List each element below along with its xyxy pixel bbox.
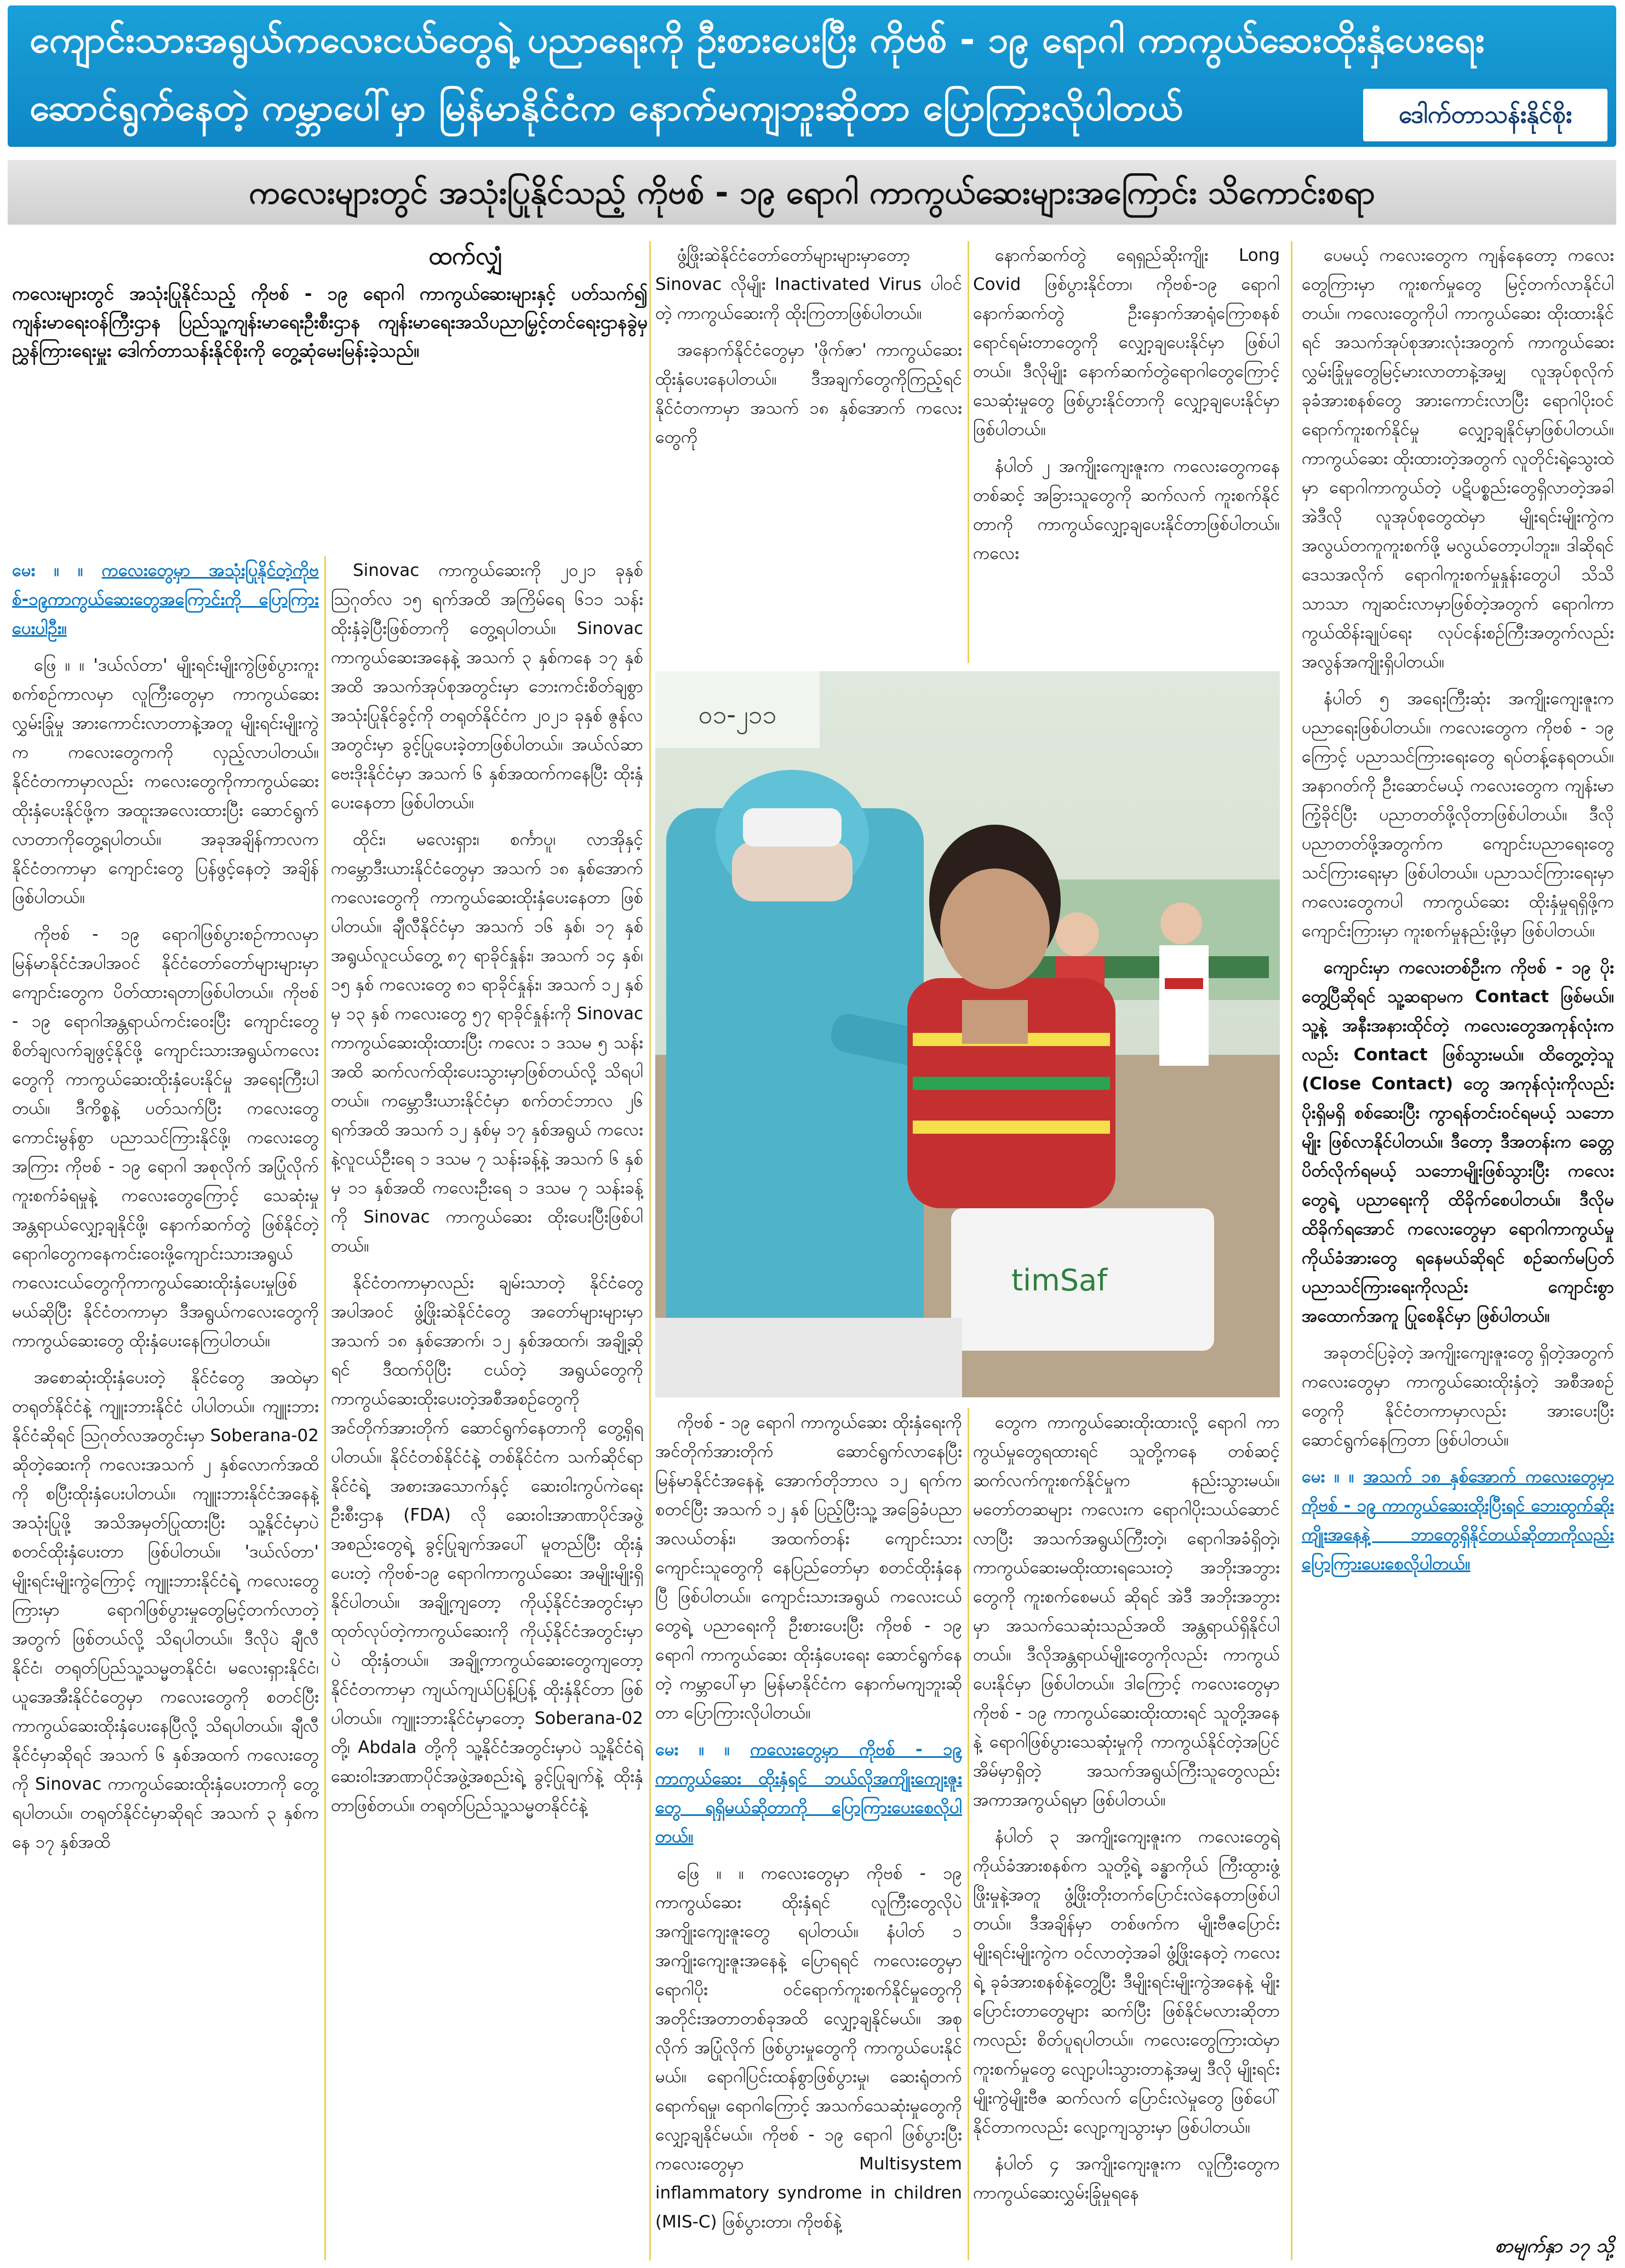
body-paragraph: ဖြေ ။ ။ 'ဒယ်လ်တာ' မျိုးရင်းမျိုးကွဲဖြစ်ပွားကူးစက်စဉ်ကာလမှာ လူကြီးတွေမှာ ကာကွယ်ဆေး လွှမ်းခြုံမှု အားကောင်းလာတာနဲ့အတူ မျိုးရင်းမျိုးကွဲက ကလေးတွေကကို လှည့်လာပါတယ်။ နိုင်ငံတကာမှာလည်း ကလေးတွေကိုကာကွယ်ဆေးထိုးနှံပေးနိုင်ဖို့က အထူးအလေးထားပြီး ဆောင်ရွက်လာတာကိုတွေ့ရပါတယ်။ အခုအချိန်ကာလက နိုင်ငံတကာမှာ ကျောင်းတွေ ပြန်ဖွင့်နေတဲ့ အချိန်ဖြစ်ပါတယ်။: [12, 655, 319, 907]
question-paragraph: [12, 556, 319, 643]
body-paragraph: နံပါတ် ၃ အကျိုးကျေးဇူးက ကလေးတွေရဲ့ ကိုယ်ခံအားစနစ်က သူတို့ရဲ့ ခန္ဓာကိုယ် ကြီးထွားဖွံ့ဖြိုးမှုနဲ့အတူ ဖွံ့ဖြိုးတိုးတက်ပြောင်းလဲနေတာဖြစ်ပါတယ်။ ဒီအချိန်မှာ တစ်ဖက်က မျိုးဗီဇပြောင်းမျိုးရင်းမျိုးကွဲက ဝင်လာတဲ့အခါ ဖွံ့ဖြိုးနေတဲ့ ကလေးရဲ့ ခုခံအားစနစ်နဲ့တွေ့ပြီး ဒီမျိုးရင်းမျိုးကွဲအနေနဲ့ မျိုးပြောင်းတာတွေများ ဆက်ပြီး ဖြစ်နိုင်မလားဆိုတာကလည်း စိတ်ပူရပါတယ်။ ကလေးတွေကြားထဲမှာ ကူးစက်မှုတွေ လျော့ပါးသွားတာနဲ့အမျှ ဒီလို မျိုးရင်းမျိုးကွဲမျိုးဗီဇ ဆက်လက် ပြောင်းလဲမှုတွေ ဖြစ်ပေါ်နိုင်တာကလည်း လျော့ကျသွားမှာ ဖြစ်ပါတယ်။: [973, 1827, 1280, 2137]
byline: ထက်လျှံ: [428, 242, 503, 270]
intro-paragraph: ကလေးများတွင် အသုံးပြုနိုင်သည့် ကိုဗစ် - ၁၉ ရောဂါ ကာကွယ်ဆေးများနှင့် ပတ်သက်၍ ကျန်းမာရေးဝန်ကြီးဌာန ပြည်သူ့ကျန်းမာရေးဦးစီးဌာန ကျန်းမာရေးအသိပညာမြှင့်တင်ရေးဌာနခွဲမှ ညွှန်ကြားရေးမှူး ဒေါက်တာသန်းနိုင်စိုးကို တွေ့ဆုံမေးမြန်းခဲ့သည်။: [12, 283, 648, 361]
question-label: မေး ။ ။: [1302, 1467, 1364, 1487]
column-rule: [968, 241, 969, 663]
body-paragraph: အစောဆုံးထိုးနှံပေးတဲ့ နိုင်ငံတွေ အထဲမှာ တရုတ်နိုင်ငံနဲ့ ကျူးဘားနိုင်ငံ ပါပါတယ်။ ကျူးဘားနိုင်ငံဆိုရင် ဩဂုတ်လအတွင်းမှာ Soberana-02 ဆိုတဲ့ဆေးကို ကလေးအသက် ၂ နှစ်လောက်အထိကို စပြီးထိုးနှံပေးပါတယ်။ ကျူးဘားနိုင်ငံအနေနဲ့ အသုံးပြုဖို့ အသိအမှတ်ပြုထားပြီး သူ့နိုင်ငံမှာပဲ စတင်ထိုးနှံပေးတာ ဖြစ်ပါတယ်။ 'ဒယ်လ်တာ' မျိုးရင်းမျိုးကွဲကြောင့် ကျူးဘားနိုင်ငံရဲ့ ကလေးတွေကြားမှာ ရောဂါဖြစ်ပွားမှုတွေမြင့်တက်လာတဲ့အတွက် ဖြစ်တယ်လို့ သိရပါတယ်။ ဒီလိုပဲ ချီလီနိုင်ငံ၊ တရုတ်ပြည်သူ့သမ္မတနိုင်ငံ၊ မလေးရှားနိုင်ငံ၊ ယူအေအီးနိုင်ငံတွေမှာ ကလေးတွေကို စတင်ပြီး ကာကွယ်ဆေးထိုးနှံပေးနေပြီလို့ သိရပါတယ်။ ချီလီနိုင်ငံမှာဆိုရင် အသက် ၆ နှစ်အထက် ကလေးတွေကို Sinovac ကာကွယ်ဆေးထိုးနှံပေးတာကို တွေ့ရပါတယ်။ တရုတ်နိုင်ငံမှာဆိုရင် အသက် ၃ နှစ်ကနေ ၁၇ နှစ်အထိ: [12, 1368, 319, 1852]
wall-sign-text: ၀၁-၂၁၁: [698, 700, 777, 729]
box-label-text: timSaf: [1011, 1263, 1108, 1298]
article-column-3-bottom: [655, 1408, 962, 2260]
article-column-5: [1302, 241, 1614, 2241]
body-paragraph: အနောက်နိုင်ငံတွေမှာ 'ဖိုက်ဇာ' ကာကွယ်ဆေး ထိုးနှံပေးနေပါတယ်။ ဒီအချက်တွေကိုကြည့်ရင် နိုင်ငံတကာမှာ အသက် ၁၈ နှစ်အောက် ကလေးတွေကို: [655, 340, 962, 447]
subheadline-bar: [8, 160, 1616, 225]
question-label: မေး ။ ။: [655, 1740, 751, 1759]
body-paragraph: ဖြေ ။ ။ ကလေးတွေမှာ ကိုဗစ် - ၁၉ ကာကွယ်ဆေး ထိုးနှံရင် လူကြီးတွေလိုပဲ အကျိုးကျေးဇူးတွေ ရပါတယ်။ နံပါတ် ၁ အကျိုးကျေးဇူးအနေနဲ့ ပြောရရင် ကလေးတွေမှာ ရောဂါပိုး ဝင်ရောက်ကူးစက်နိုင်မှုတွေကို အတိုင်းအတာတစ်ခုအထိ လျှော့ချနိုင်မယ်။ အစုလိုက် အပြုံလိုက် ဖြစ်ပွားမှုတွေကို ကာကွယ်ပေးနိုင်မယ်။ ရောဂါပြင်းထန်စွာဖြစ်ပွားမှု၊ ဆေးရုံတက်ရောက်ရမှု၊ ရောဂါကြောင့် အသက်သေဆုံးမှုတွေကို လျှော့ချနိုင်မယ်။ ကိုဗစ် - ၁၉ ရောဂါ ဖြစ်ပွားပြီး ကလေးတွေမှာ Multisystem inflammatory syndrome in children (MIS-C) ဖြစ်ပွားတာ၊ ကိုဗစ်နဲ့: [655, 1864, 962, 2232]
column-rule: [1291, 241, 1292, 2260]
column-rule: [649, 241, 651, 2260]
headline-line-1: ကျောင်းသားအရွယ်ကလေးငယ်တွေရဲ့ ပညာရေးကို ဦးစားပေးပြီး ကိုဗစ် - ၁၉ ရောဂါ ကာကွယ်ဆေးထိုးနှံပေးရေး: [30, 19, 1485, 61]
body-paragraph: နောက်ဆက်တွဲ ရေရှည်ဆိုးကျိုး Long Covid ဖြစ်ပွားနိုင်တာ၊ ကိုဗစ်-၁၉ ရောဂါ နောက်ဆက်တွဲ ဦးနှောက်အာရုံကြောစနစ် ရောင်ရမ်းတာတွေကို လျှော့ချပေးနိုင်မှာ ဖြစ်ပါတယ်။ ဒီလိုမျိုး နောက်ဆက်တွဲရောဂါတွေကြောင့် သေဆုံးမှုတွေ ဖြစ်ပွားနိုင်တာကို လျှော့ချပေးနိုင်မှာဖြစ်ပါတယ်။: [973, 245, 1280, 439]
body-paragraph: နိုင်ငံတကာမှာလည်း ချမ်းသာတဲ့ နိုင်ငံတွေအပါအဝင် ဖွံ့ဖြိုးဆဲနိုင်ငံတွေ အတော်များများမှာ အသက် ၁၈ နှစ်အောက်၊ ၁၂ နှစ်အထက်၊ အချို့ဆိုရင် ဒီထက်ပိုပြီး ငယ်တဲ့ အရွယ်တွေကို ကာကွယ်ဆေးထိုးပေးတဲ့အစီအစဉ်တွေကို အင်တိုက်အားတိုက် ဆောင်ရွက်နေတာကို တွေ့ရှိရပါတယ်။ နိုင်ငံတစ်နိုင်ငံနဲ့ တစ်နိုင်ငံက သက်ဆိုင်ရာနိုင်ငံရဲ့ အစားအသောက်နှင့် ဆေးဝါးကွပ်ကဲရေးဦးစီးဌာန (FDA) လို ဆေးဝါးအာဏာပိုင်အဖွဲ့အစည်းတွေရဲ့ ခွင့်ပြုချက်အပေါ် မူတည်ပြီး ထိုးနှံပေးတဲ့ ကိုဗစ်-၁၉ ရောဂါကာကွယ်ဆေး အမျိုးမျိုးရှိနိုင်ပါတယ်။ အချို့ကျတော့ ကိုယ့်နိုင်ငံအတွင်းမှာ ထုတ်လုပ်တဲ့ကာကွယ်ဆေးကို ကိုယ့်နိုင်ငံအတွင်းမှာပဲ ထိုးနှံတယ်။ အချို့ကာကွယ်ဆေးတွေကျတော့ နိုင်ငံတကာမှာ ကျယ်ကျယ်ပြန့်ပြန့် ထိုးနှံနိုင်တာ ဖြစ်ပါတယ်။ ကျူးဘားနိုင်ငံမှာတော့ Soberana-02 တို့၊ Abdala တို့ကို သူ့နိုင်ငံအတွင်းမှာပဲ သူ့နိုင်ငံရဲ့ ဆေးဝါးအာဏာပိုင်အဖွဲ့အစည်းရဲ့ ခွင့်ပြုချက်နဲ့ ထိုးနှံတာဖြစ်တယ်။ တရုတ်ပြည်သူ့သမ္မတနိုင်ငံနဲ့: [331, 1273, 643, 1815]
article-column-1: [12, 556, 319, 2260]
question-text: ကလေးတွေမှာ ကိုဗစ် - ၁၉ ကာကွယ်ဆေး ထိုးနှံရင် ဘယ်လိုအကျိုးကျေးဇူးတွေ ရရှိမယ်ဆိုတာကို ပြောကြားပေးစေလိုပါတယ်။: [655, 1740, 962, 1847]
question-text: အသက် ၁၈ နှစ်အောက် ကလေးတွေမှာ ကိုဗစ် - ၁၉ ကာကွယ်ဆေးထိုးပြီးရင် ဘေးထွက်ဆိုးကျိုးအနေနဲ့ ဘာတွေရှိနိုင်တယ်ဆိုတာကိုလည်း ပြောကြားပေးစေလိုပါတယ်။: [1302, 1467, 1614, 1574]
body-paragraph: ကိုဗစ် - ၁၉ ရောဂါဖြစ်ပွားစဉ်ကာလမှာ မြန်မာနိုင်ငံအပါအဝင် နိုင်ငံတော်တော်များများမှာ ကျောင်းတွေက ပိတ်ထားရတာဖြစ်ပါတယ်။ ကိုဗစ် - ၁၉ ရောဂါအန္တရာယ်ကင်းဝေးပြီး ကျောင်းတွေ စိတ်ချလက်ချဖွင့်နိုင်ဖို့ ကျောင်းသားအရွယ်ကလေးတွေကို ကာကွယ်ဆေးထိုးနှံပေးနိုင်မှု အရေးကြီးပါတယ်။ ဒီကိစ္စနဲ့ ပတ်သက်ပြီး ကလေးတွေကောင်းမွန်စွာ ပညာသင်ကြားနိုင်ဖို့၊ ကလေးတွေအကြား ကိုဗစ် - ၁၉ ရောဂါ အစုလိုက် အပြုံလိုက် ကူးစက်ခံရမှုနဲ့ ကလေးတွေကြောင့် သေဆုံးမှုအန္တရာယ်လျှော့ချနိုင်ဖို့၊ နောက်ဆက်တွဲ ဖြစ်နိုင်တဲ့ ရောဂါတွေကနေကင်းဝေးဖို့ကျောင်းသားအရွယ်ကလေးငယ်တွေကိုကာကွယ်ဆေးထိုးနှံပေးမှုဖြစ်မယ်ဆိုပြီး နိုင်ငံတကာမှာ ဒီအရွယ်ကလေးတွေကို ကာကွယ်ဆေးတွေ ထိုးနှံပေးနေကြပါတယ်။: [12, 924, 319, 1351]
body-paragraph: ကိုဗစ် - ၁၉ ရောဂါ ကာကွယ်ဆေး ထိုးနှံရေးကို အင်တိုက်အားတိုက် ဆောင်ရွက်လာနေပြီး မြန်မာနိုင်ငံအနေနဲ့ အောက်တိုဘာလ ၁၂ ရက်ကစတင်ပြီး အသက် ၁၂ နှစ် ပြည့်ပြီးသူ့ အခြေခံပညာ အလယ်တန်း၊ အထက်တန်း ကျောင်းသားကျောင်းသူတွေကို နေပြည်တော်မှာ စတင်ထိုးနှံနေပြီ ဖြစ်ပါတယ်။ ကျောင်းသားအရွယ် ကလေးငယ်တွေရဲ့ ပညာရေးကို ဦးစားပေးပြီး ကိုဗစ် - ၁၉ ရောဂါ ကာကွယ်ဆေး ထိုးနှံပေးရေး ဆောင်ရွက်နေတဲ့ ကမ္ဘာပေါ်မှာ မြန်မာနိုင်ငံက နောက်မကျဘူးဆိုတာ ပြောကြားလိုပါတယ်။: [655, 1413, 962, 1723]
body-paragraph: ကျောင်းမှာ ကလေးတစ်ဦးက ကိုဗစ် - ၁၉ ပိုးတွေ့ပြီဆိုရင် သူ့ဆရာမက Contact ဖြစ်မယ်။ သူ့နဲ့ အနီးအနားထိုင်တဲ့ ကလေးတွေအကုန်လုံးကလည်း Contact ဖြစ်သွားမယ်။ ထိတွေ့တဲ့သူ (Close Contact) တွေ အကုန်လုံးကိုလည်း ပိုးရှိမရှိ စစ်ဆေးပြီး ကွာရန်တင်းဝင်ရမယ့် သဘောမျိုး ဖြစ်လာနိုင်ပါတယ်။ ဒီတော့ ဒီအတန်းက ခေတ္တပိတ်လိုက်ရမယ့် သဘောမျိုးဖြစ်သွားပြီး ကလေးတွေရဲ့ ပညာရေးကို ထိခိုက်စေပါတယ်။ ဒီလိုမထိခိုက်ရအောင် ကလေးတွေမှာ ရောဂါကာကွယ်မှု ကိုယ်ခံအားတွေ ရနေမယ်ဆိုရင် စဉ်ဆက်မပြတ် ပညာသင်ကြားရေးကိုလည်း ကျောင်းစွာအထောက်အကူ ပြုစေနိုင်မှာ ဖြစ်ပါတယ်။: [1302, 958, 1614, 1326]
body-paragraph: တွေက ကာကွယ်ဆေးထိုးထားလို့ ရောဂါ ကာကွယ်မှုတွေရထားရင် သူတို့ကနေ တစ်ဆင့် ဆက်လက်ကူးစက်နိုင်မှုက နည်းသွားမယ်။ မတော်တဆများ ကလေးက ရောဂါပိုးသယ်ဆောင်လာပြီး အသက်အရွယ်ကြီးတဲ့၊ ရောဂါအခံရှိတဲ့၊ ကာကွယ်ဆေးမထိုးထားရသေးတဲ့ အဘိုးအဘွားတွေကို ကူးစက်စေမယ် ဆိုရင် အဲဒီ အဘိုးအဘွားမှာ အသက်သေဆုံးသည်အထိ အန္တရာယ်ရှိနိုင်ပါတယ်။ ဒီလိုအန္တရာယ်မျိုးတွေကိုလည်း ကာကွယ်ပေးနိုင်မှာ ဖြစ်ပါတယ်။ ဒါကြောင့် ကလေးတွေမှာ ကိုဗစ် - ၁၉ ကာကွယ်ဆေးထိုးထားရင် သူတို့အနေနဲ့ ရောဂါဖြစ်ပွားသေဆုံးမှုကို ကာကွယ်နိုင်တဲ့အပြင် အိမ်မှာရှိတဲ့ အသက်အရွယ်ကြီးသူတွေလည်း အကာအကွယ်ရမှာ ဖြစ်ပါတယ်။: [973, 1413, 1280, 1810]
article-column-2: [331, 556, 643, 2260]
body-paragraph: Sinovac ကာကွယ်ဆေးကို ၂၀၂၁ ခုနှစ် ဩဂုတ်လ ၁၅ ရက်အထိ အကြိမ်ရေ ၆၁၁ သန်း ထိုးနှံခဲ့ပြီးဖြစ်တာကို တွေ့ရပါတယ်။ Sinovac ကာကွယ်ဆေးအနေနဲ့ အသက် ၃ နှစ်ကနေ ၁၇ နှစ်အထိ အသက်အုပ်စုအတွင်းမှာ ဘေးကင်းစိတ်ချစွာ အသုံးပြုနိုင်ခွင့်ကို တရုတ်နိုင်ငံက ၂၀၂၁ ခုနှစ် ဇွန်လအတွင်းမှာ ခွင့်ပြုပေးခဲ့တာဖြစ်ပါတယ်။ အယ်လ်ဆာဗေးဒိုးနိုင်ငံမှာ အသက် ၆ နှစ်အထက်ကနေပြီး ထိုးနှံပေးနေတာ ဖြစ်ပါတယ်။: [331, 561, 643, 813]
continued-note: စာမျက်နှာ ၁၇ သို့: [1495, 2235, 1614, 2257]
body-paragraph: နံပါတ် ၅ အရေးကြီးဆုံး အကျိုးကျေးဇူးက ပညာရေးဖြစ်ပါတယ်။ ကလေးတွေက ကိုဗစ် - ၁၉ ကြောင့် ပညာသင်ကြားရေးတွေ ရပ်တန့်နေရတယ်။ အနာဂတ်ကို ဦးဆောင်မယ့် ကလေးတွေက ကျန်းမာကြံ့ခိုင်ပြီး ပညာတတ်ဖို့လိုတာဖြစ်ပါတယ်။ ဒီလိုပညာတတ်ဖို့အတွက်က ကျောင်းပညာရေးတွေ သင်ကြားရေးမှာ ဖြစ်ပါတယ်။ ပညာသင်ကြားရေးမှာ ကလေးတွေကပါ ကာကွယ်ဆေး ထိုးနှံမှုရရှိဖို့က ကျောင်းကြားမှာ ကူးစက်မှုနည်းဖို့မှာ ဖြစ်ပါတယ်။: [1302, 689, 1614, 941]
body-paragraph: နံပါတ် ၂ အကျိုးကျေးဇူးက ကလေးတွေကနေတစ်ဆင့် အခြားသူတွေကို ဆက်လက် ကူးစက်နိုင်တာကို ကာကွယ်လျှော့ချပေးနိုင်တာဖြစ်ပါတယ်။ ကလေး: [973, 456, 1280, 563]
article-column-3-top: [655, 241, 962, 658]
author-name: ဒေါက်တာသန်းနိုင်စိုး: [1363, 89, 1607, 141]
column-rule: [968, 1408, 969, 2260]
column-rule: [324, 556, 326, 2260]
headline-banner: [8, 5, 1616, 147]
body-paragraph: အခုတင်ပြခဲ့တဲ့ အကျိုးကျေးဇူးတွေ ရှိတဲ့အတွက် ကလေးတွေမှာ ကာကွယ်ဆေးထိုးနှံတဲ့ အစီအစဉ်တွေကို နိုင်ငံတကာမှာလည်း အားပေးပြီး ဆောင်ရွက်နေကြတာ ဖြစ်ပါတယ်။: [1302, 1343, 1614, 1450]
body-paragraph: ထိုင်း၊ မလေးရှား၊ စင်္ကာပူ၊ လာအိုနှင့် ကမ္ဘောဒီးယားနိုင်ငံတွေမှာ အသက် ၁၈ နှစ်အောက်ကလေးတွေကို ကာကွယ်ဆေးထိုးနှံပေးနေတာ ဖြစ်ပါတယ်။ ချီလီနိုင်ငံမှာ အသက် ၁၆ နှစ်၊ ၁၇ နှစ် အရွယ်လူငယ်တွေ့ ၈၇ ရာခိုင်နှုန်း၊ အသက် ၁၄ နှစ်၊ ၁၅ နှစ် ကလေးတွေ ၈၁ ရာခိုင်နှုန်း၊ အသက် ၁၂ နှစ်မှ ၁၃ နှစ် ကလေးတွေ ၅၇ ရာခိုင်နှုန်းကို Sinovac ကာကွယ်ဆေးထိုးထားပြီး ကလေး ၁ ဒသမ ၅ သန်းအထိ ဆက်လက်ထိုးပေးသွားမှာဖြစ်တယ်လို့ သိရပါတယ်။ ကမ္ဘောဒီးယားနိုင်ငံမှာ စက်တင်ဘာလ ၂၆ ရက်အထိ အသက် ၁၂ နှစ်မှ ၁၇ နှစ်အရွယ် ကလေးနဲ့လူငယ်ဦးရေ ၁ ဒသမ ၇ သန်းခန့်နဲ့ အသက် ၆ နှစ်မှ ၁၁ နှစ်အထိ ကလေးဦးရေ ၁ ဒသမ ၇ သန်းခန့်ကို Sinovac ကာကွယ်ဆေး ထိုးပေးပြီးဖြစ်ပါတယ်။: [331, 830, 643, 1256]
article-column-4-bottom: [973, 1408, 1280, 2260]
photo-illustration: [655, 671, 1280, 1397]
body-paragraph: နံပါတ် ၄ အကျိုးကျေးဇူးက လူကြီးတွေက ကာကွယ်ဆေးလွှမ်းခြုံမှုရနေ: [973, 2154, 1280, 2203]
headline-line-2: ဆောင်ရွက်နေတဲ့ ကမ္ဘာပေါ်မှာ မြန်မာနိုင်ငံက နောက်မကျဘူးဆိုတာ ပြောကြားလိုပါတယ်: [30, 87, 1183, 129]
vaccination-photo: [655, 671, 1280, 1397]
question-paragraph: [1302, 1463, 1614, 1579]
subheadline: ကလေးများတွင် အသုံးပြုနိုင်သည့် ကိုဗစ် - ၁၉ ရောဂါ ကာကွယ်ဆေးများအကြောင်း သိကောင်းစရာ: [249, 174, 1375, 211]
body-paragraph: ပေမယ့် ကလေးတွေက ကျန်နေတော့ ကလေးတွေကြားမှာ ကူးစက်မှုတွေ မြင့်တက်လာနိုင်ပါတယ်။ ကလေးတွေကိုပါ ကာကွယ်ဆေး ထိုးထားနိုင်ရင် အသက်အုပ်စုအားလုံးအတွက် ကာကွယ်ဆေးလွှမ်းခြုံမှုတွေမြင့်မားလာတာနဲ့အမျှ လူအုပ်စုလိုက် ခုခံအားစနစ်တွေ အားကောင်းလာပြီး ရောဂါပိုးဝင်ရောက်ကူးစက်နိုင်မှု လျှော့ချနိုင်မှာဖြစ်ပါတယ်။ ကာကွယ်ဆေး ထိုးထားတဲ့အတွက် လူတိုင်းရဲ့သွေးထဲမှာ ရောဂါကာကွယ်တဲ့ ပဋိပစ္စည်းတွေရှိလာတဲ့အခါ အဲဒီလို လူအုပ်စုတွေထဲမှာ မျိုးရင်းမျိုးကွဲက အလွယ်တကူကူးစက်ဖို့ မလွယ်တော့ပါဘူး။ ဒါဆိုရင် ဒေသအလိုက် ရောဂါကူးစက်မှုနှုန်းတွေပါ သိသိသာသာ ကျဆင်းလာမှာဖြစ်တဲ့အတွက် ရောဂါကာကွယ်ထိန်းချုပ်ရေး လုပ်ငန်းစဉ်ကြီးအတွက်လည်း အလွန်အကျိုးရှိပါတယ်။: [1302, 245, 1614, 672]
question-label: မေး ။ ။: [12, 561, 102, 580]
body-paragraph: ဖွံ့ဖြိုးဆဲနိုင်ငံတော်တော်များများမှာတော့ Sinovac လိုမျိုး Inactivated Virus ပါဝင်တဲ့ ကာကွယ်ဆေးကို ထိုးကြတာဖြစ်ပါတယ်။: [655, 245, 962, 323]
article-column-4-top: [973, 241, 1280, 658]
question-paragraph: [655, 1735, 962, 1852]
question-text: ကလေးတွေမှာ အသုံးပြုနိုင်တဲ့ကိုဗစ်-၁၉ကာကွယ်ဆေးတွေအကြောင်းကို ပြောကြားပေးပါဦး။: [12, 561, 319, 638]
